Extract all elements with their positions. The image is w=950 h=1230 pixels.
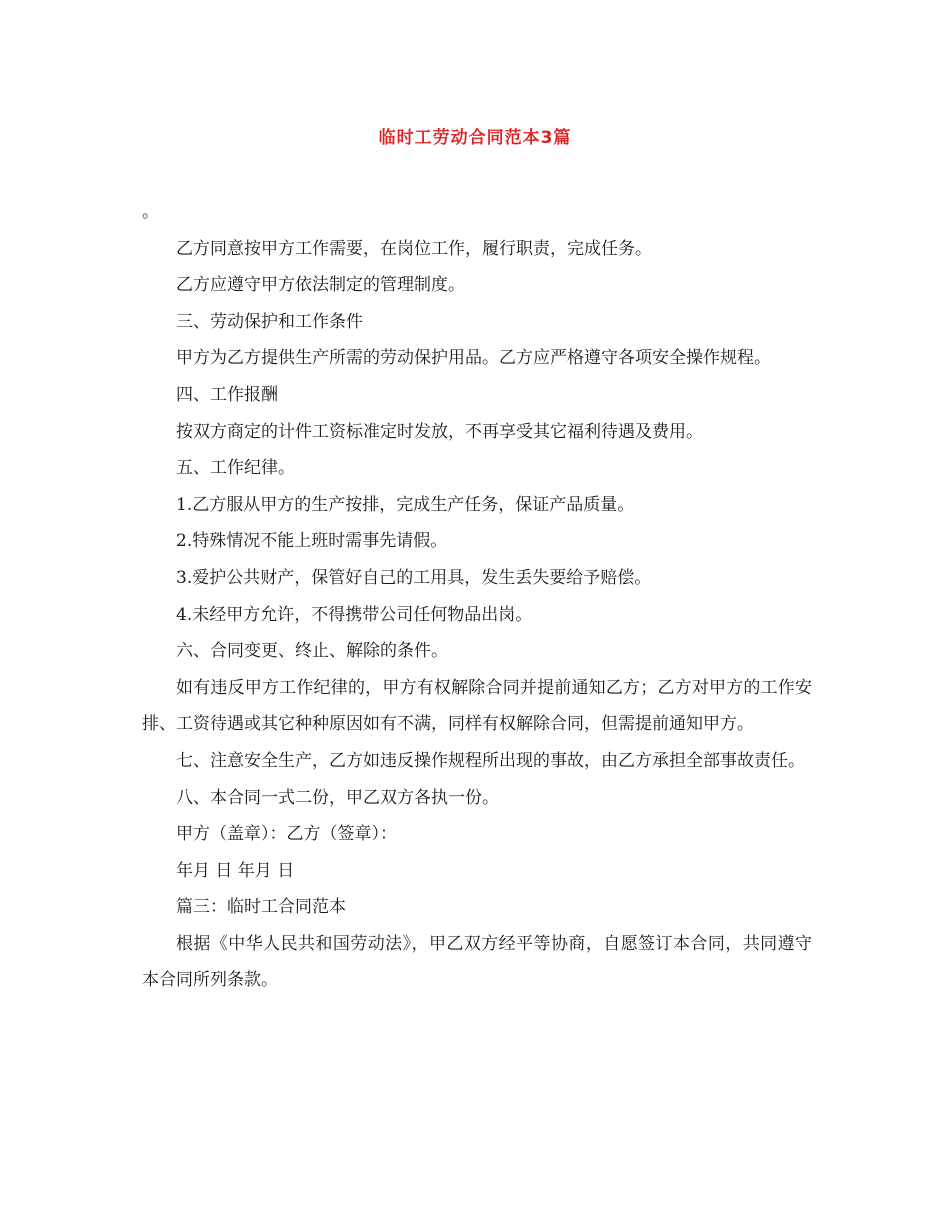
paragraph: 甲方为乙方提供生产所需的劳动保护用品。乙方应严格遵守各项安全操作规程。 xyxy=(176,348,771,369)
list-item: 2.特殊情况不能上班时需事先请假。 xyxy=(176,531,448,552)
section-heading: 篇三：临时工合同范本 xyxy=(176,897,346,918)
section-heading: 四、工作报酬 xyxy=(176,384,278,405)
list-item: 3.爱护公共财产，保管好自己的工用具，发生丢失要给予赔偿。 xyxy=(176,567,652,588)
paragraph: 根据《中华人民共和国劳动法》，甲乙双方经平等协商，自愿签订本合同，共同遵守本合同所列条款。 xyxy=(142,933,812,991)
paragraph: 八、本合同一式二份，甲乙双方各执一份。 xyxy=(176,787,499,808)
section-heading: 五、工作纪律。 xyxy=(176,458,295,479)
list-item: 4.未经甲方允许，不得携带公司任何物品出岗。 xyxy=(176,604,533,625)
date-line: 年月 日 年月 日 xyxy=(176,860,295,881)
section-heading: 三、劳动保护和工作条件 xyxy=(176,311,363,332)
section-heading: 六、合同变更、终止、解除的条件。 xyxy=(176,641,448,662)
document-title: 临时工劳动合同范本3篇 xyxy=(378,128,572,148)
paragraph: 七、注意安全生产，乙方如违反操作规程所出现的事故，由乙方承担全部事故责任。 xyxy=(176,750,805,771)
paragraph: 乙方应遵守甲方依法制定的管理制度。 xyxy=(176,275,465,296)
paragraph: 按双方商定的计件工资标准定时发放，不再享受其它福利待遇及费用。 xyxy=(176,421,703,442)
signature-line: 甲方（盖章）：乙方（签章）： xyxy=(176,824,397,845)
paragraph: 乙方同意按甲方工作需要，在岗位工作，履行职责，完成任务。 xyxy=(176,238,652,259)
list-item: 1.乙方服从甲方的生产按排，完成生产任务，保证产品质量。 xyxy=(176,494,635,515)
paragraph: 。 xyxy=(142,202,159,222)
document-body xyxy=(142,194,812,999)
paragraph: 如有违反甲方工作纪律的，甲方有权解除合同并提前通知乙方；乙方对甲方的工作安排、工资待遇或其它种种原因如有不满，同样有权解除合同，但需提前通知甲方。 xyxy=(142,677,812,735)
